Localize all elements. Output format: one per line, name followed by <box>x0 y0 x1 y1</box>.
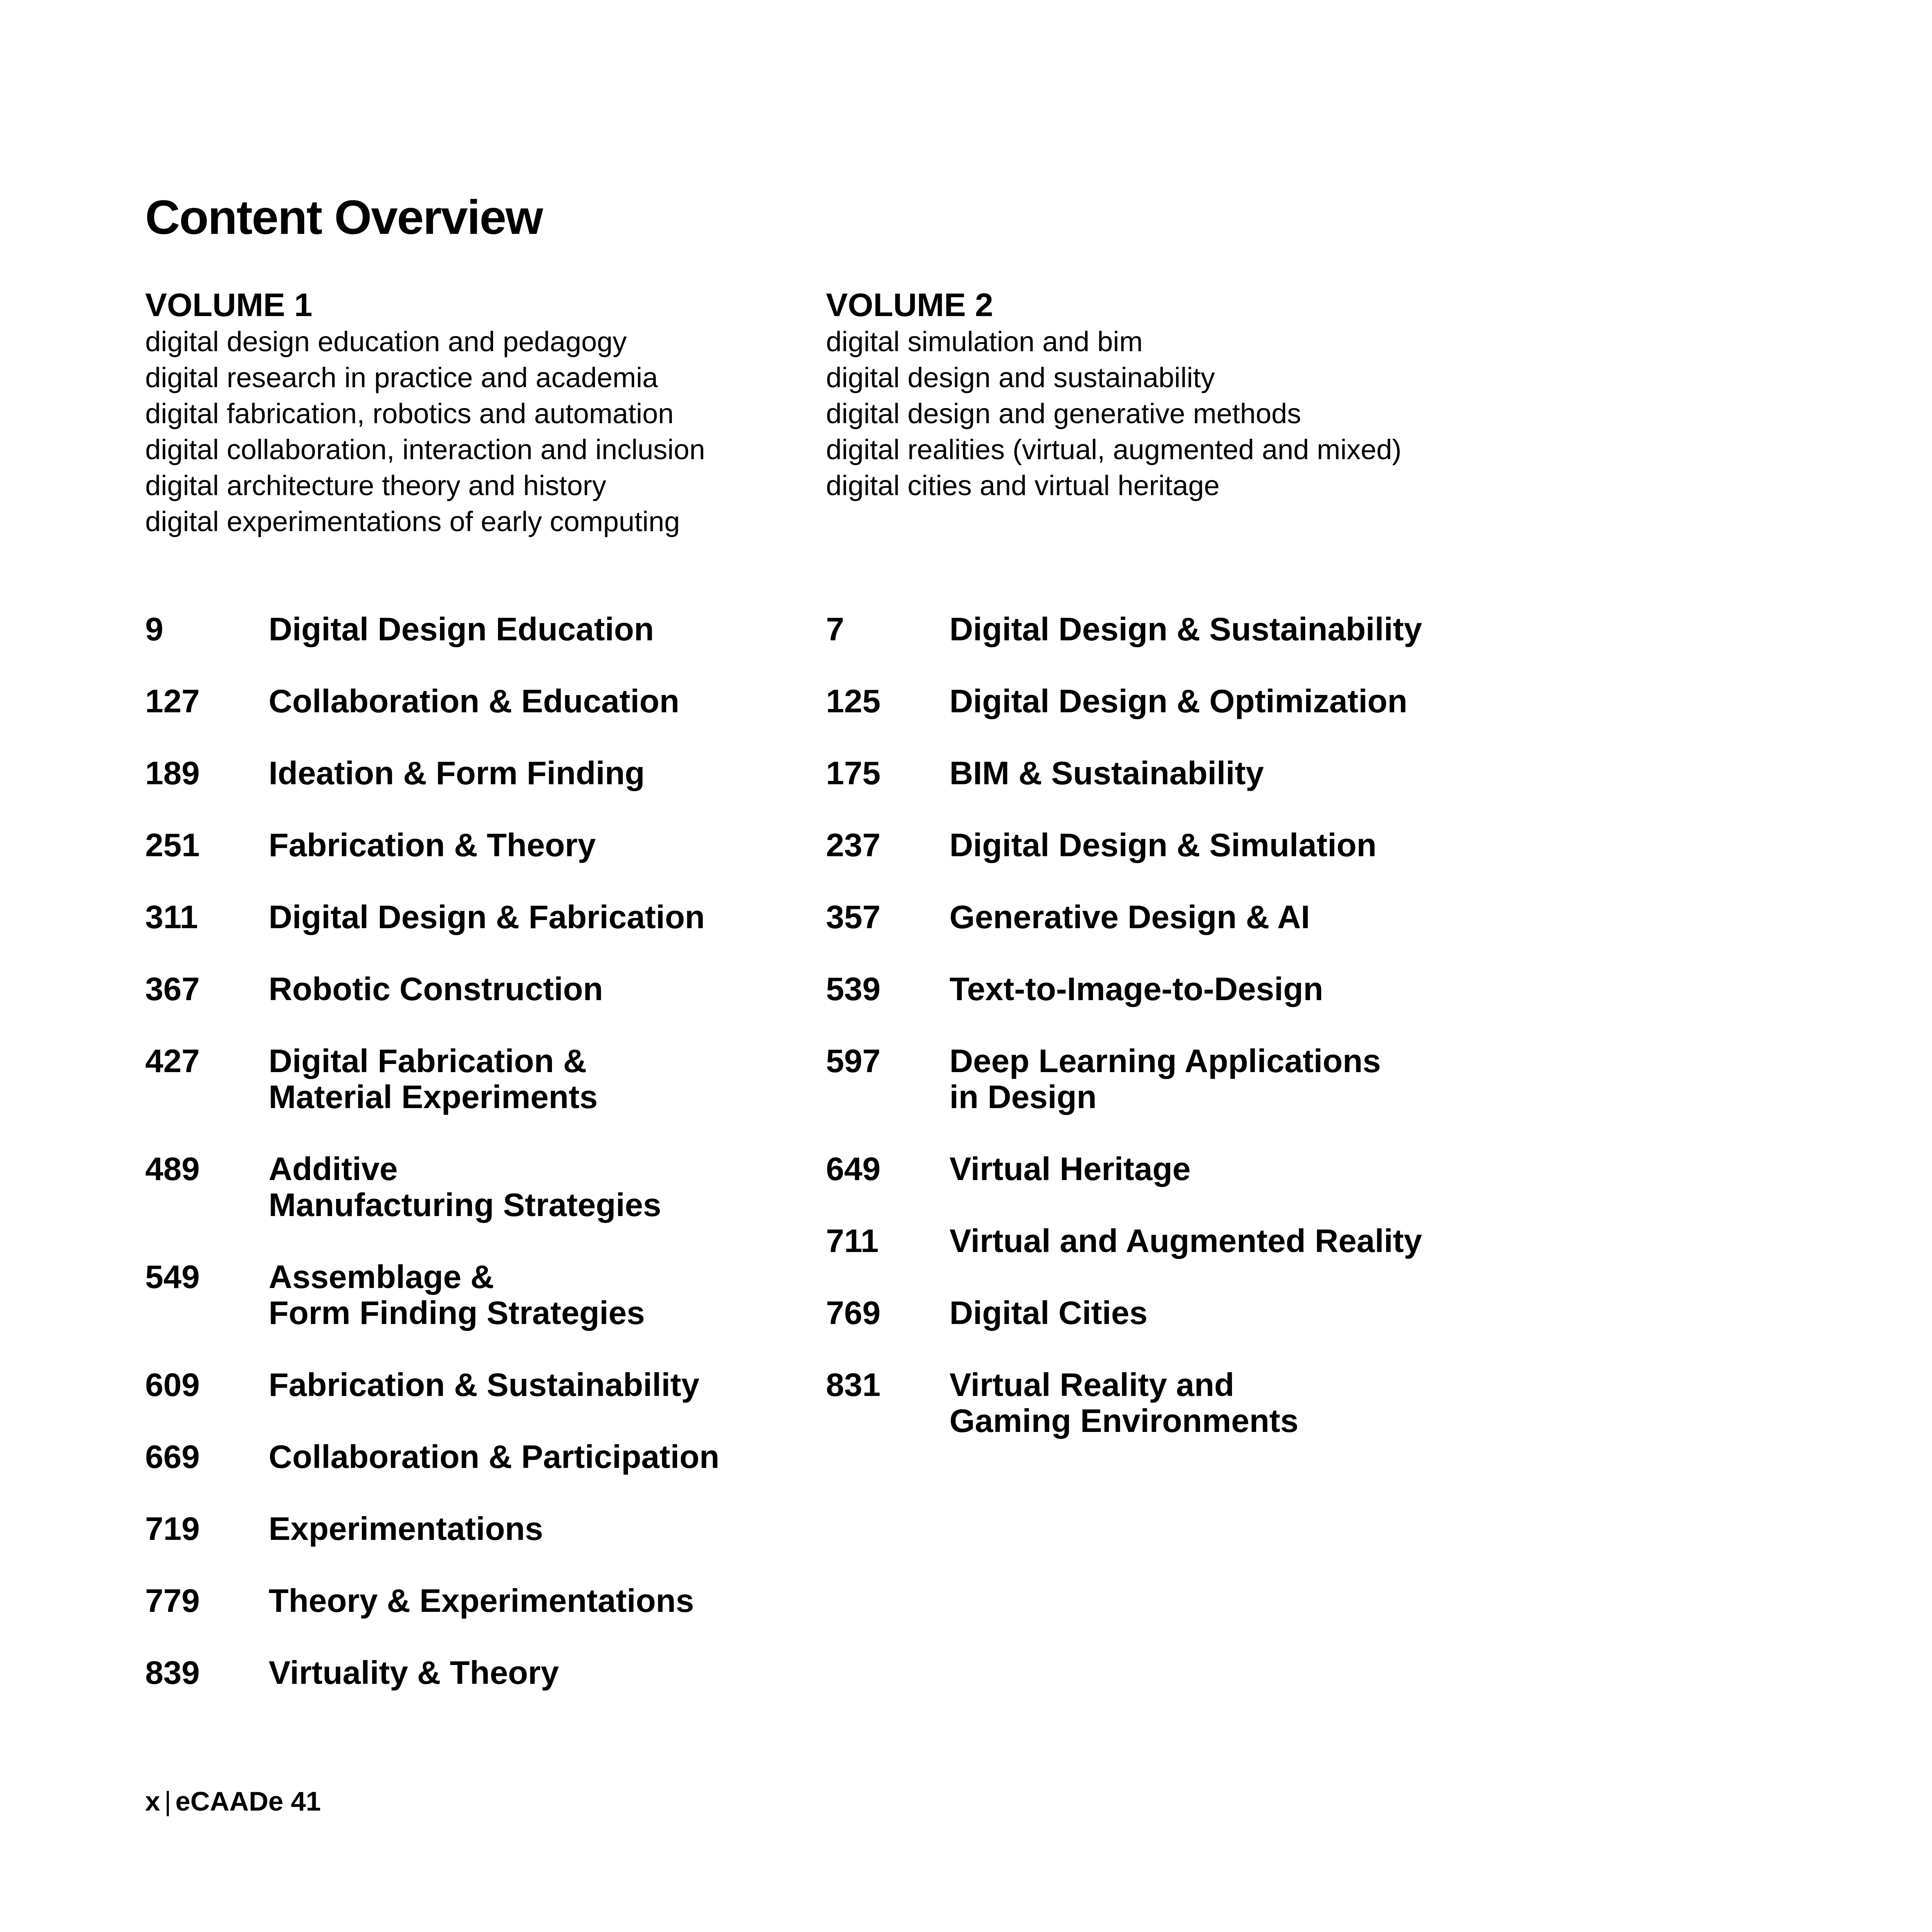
toc-page-number: 489 <box>145 1151 200 1187</box>
toc-section-title: Digital Cities <box>949 1295 1148 1331</box>
toc-entry[interactable] <box>826 827 1501 863</box>
page-title: Content Overview <box>145 191 543 245</box>
toc-entry[interactable] <box>826 971 1501 1007</box>
toc-section-title: Digital Design & Optimization <box>949 683 1408 719</box>
toc-entry[interactable] <box>826 899 1501 935</box>
toc-entry[interactable] <box>145 899 820 935</box>
toc-entry[interactable] <box>145 827 820 863</box>
toc-page-number: 189 <box>145 755 200 791</box>
toc-entry[interactable] <box>145 1655 820 1691</box>
toc-entry[interactable] <box>826 1295 1501 1331</box>
toc-section-title: Virtual and Augmented Reality <box>949 1223 1422 1259</box>
toc-page-number: 251 <box>145 827 200 863</box>
toc-section-title: Digital Design & Simulation <box>949 827 1377 863</box>
toc-section-title: Robotic Construction <box>269 971 603 1007</box>
topic-item: digital design and sustainability <box>826 362 1215 393</box>
toc-section-title: Fabrication & Theory <box>269 827 596 863</box>
topic-item: digital fabrication, robotics and automation <box>145 398 674 429</box>
toc-section-title: Virtuality & Theory <box>269 1654 559 1691</box>
topic-item: digital cities and virtual heritage <box>826 470 1220 501</box>
toc-entry[interactable] <box>826 683 1501 719</box>
toc-page-number: 719 <box>145 1510 200 1547</box>
toc-page-number: 7 <box>826 611 844 647</box>
toc-page-number: 357 <box>826 899 881 935</box>
topic-item: digital experimentations of early computing <box>145 506 680 537</box>
footer-separator: | <box>164 1786 171 1816</box>
toc-section-title: Digital Design & Sustainability <box>949 611 1422 647</box>
toc-section-title: Collaboration & Education <box>269 683 680 719</box>
toc-section-title: Digital Design Education <box>269 611 654 647</box>
toc-entry[interactable] <box>145 971 820 1007</box>
toc-section-title: Deep Learning Applications in Design <box>949 1043 1381 1115</box>
toc-page-number: 711 <box>826 1223 879 1259</box>
toc-page-number: 839 <box>145 1654 200 1691</box>
toc-entry[interactable] <box>826 1151 1501 1187</box>
toc-section-title: Theory & Experimentations <box>269 1582 694 1619</box>
toc-section-title: Text-to-Image-to-Design <box>949 971 1324 1007</box>
volume-1-contents <box>145 611 820 1727</box>
topic-item: digital architecture theory and history <box>145 470 606 501</box>
toc-section-title: Digital Design & Fabrication <box>269 899 705 935</box>
toc-entry[interactable] <box>145 1439 820 1475</box>
toc-entry[interactable] <box>145 1151 820 1223</box>
toc-section-title: Experimentations <box>269 1510 543 1547</box>
topic-item: digital research in practice and academia <box>145 362 658 393</box>
toc-page-number: 831 <box>826 1367 881 1403</box>
toc-entry[interactable] <box>826 611 1501 647</box>
toc-entry[interactable] <box>145 683 820 719</box>
toc-section-title: Digital Fabrication & Material Experiments <box>269 1043 598 1115</box>
toc-page-number: 649 <box>826 1151 881 1187</box>
toc-page-number: 127 <box>145 683 200 719</box>
volume-2-contents <box>826 611 1501 1475</box>
topic-item: digital collaboration, interaction and inclusion <box>145 434 705 465</box>
toc-section-title: BIM & Sustainability <box>949 755 1264 791</box>
volume-2-heading: VOLUME 2 <box>826 287 993 323</box>
toc-entry[interactable] <box>145 1583 820 1619</box>
toc-page-number: 311 <box>145 899 198 935</box>
toc-page-number: 367 <box>145 971 200 1007</box>
toc-page-number: 769 <box>826 1295 881 1331</box>
toc-page-number: 427 <box>145 1043 200 1079</box>
toc-entry[interactable] <box>826 755 1501 791</box>
volume-1-topics <box>145 324 799 540</box>
toc-section-title: Virtual Reality and Gaming Environments <box>949 1367 1299 1439</box>
toc-section-title: Generative Design & AI <box>949 899 1310 935</box>
toc-section-title: Fabrication & Sustainability <box>269 1367 700 1403</box>
toc-entry[interactable] <box>145 611 820 647</box>
toc-page-number: 9 <box>145 611 164 647</box>
toc-section-title: Virtual Heritage <box>949 1151 1191 1187</box>
toc-entry[interactable] <box>145 1367 820 1403</box>
volume-2-topics <box>826 324 1480 504</box>
volume-2-summary <box>826 286 1480 504</box>
volume-1-heading: VOLUME 1 <box>145 287 312 323</box>
toc-section-title: Ideation & Form Finding <box>269 755 645 791</box>
topic-item: digital design and generative methods <box>826 398 1301 429</box>
toc-entry[interactable] <box>145 1043 820 1115</box>
toc-page-number: 597 <box>826 1043 881 1079</box>
toc-entry[interactable] <box>145 755 820 791</box>
toc-entry[interactable] <box>145 1511 820 1547</box>
toc-page-number: 609 <box>145 1367 200 1403</box>
toc-section-title: Assemblage & Form Finding Strategies <box>269 1259 645 1331</box>
toc-page-number: 237 <box>826 827 881 863</box>
toc-page-number: 669 <box>145 1438 200 1475</box>
toc-entry[interactable] <box>826 1043 1501 1115</box>
toc-page-number: 539 <box>826 971 881 1007</box>
topic-item: digital design education and pedagogy <box>145 326 627 357</box>
toc-page-number: 125 <box>826 683 881 719</box>
toc-entry[interactable] <box>826 1223 1501 1259</box>
toc-page-number: 779 <box>145 1582 200 1619</box>
toc-section-title: Additive Manufacturing Strategies <box>269 1151 662 1223</box>
footer-publication: eCAADe 41 <box>175 1786 321 1816</box>
toc-section-title: Collaboration & Participation <box>269 1438 720 1475</box>
volume-1-summary <box>145 286 799 540</box>
footer-page-label: x <box>145 1786 160 1816</box>
toc-entry[interactable] <box>826 1367 1501 1439</box>
toc-entry[interactable] <box>145 1259 820 1331</box>
toc-page-number: 549 <box>145 1259 200 1295</box>
toc-page-number: 175 <box>826 755 881 791</box>
page-footer <box>145 1785 321 1818</box>
topic-item: digital realities (virtual, augmented and mixed) <box>826 434 1402 465</box>
topic-item: digital simulation and bim <box>826 326 1143 357</box>
